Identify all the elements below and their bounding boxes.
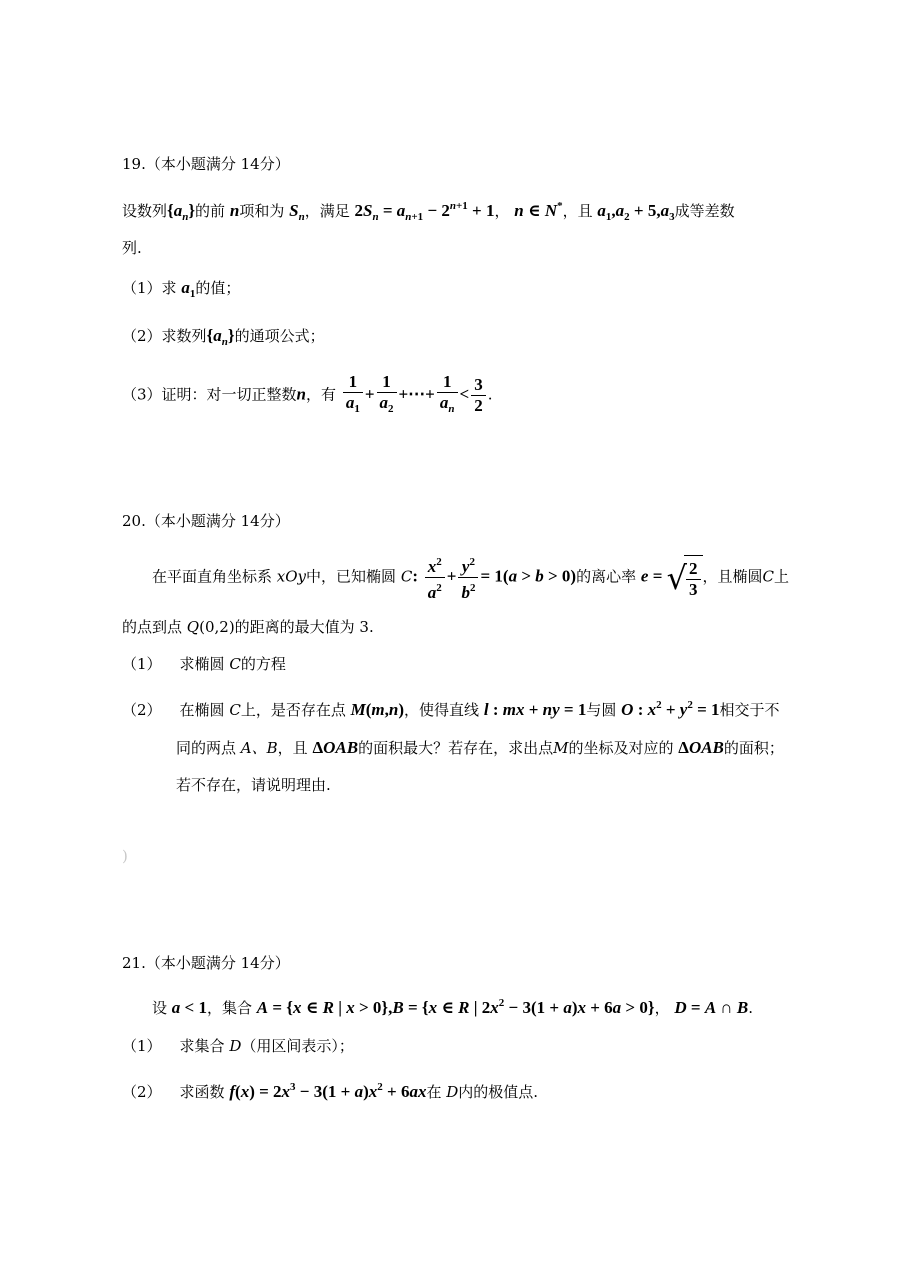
q20-part2-line3: 若不存在，请说明理由. xyxy=(176,776,331,794)
q19-part3: （3）证明：对一切正整数n，有 $\frac{1}{a_1}$ + $\frac{1}{a_2}$ +⋯+ $\frac{1}{a_n}$ < $\frac{3}{2}$ . xyxy=(122,372,492,419)
q21-header: 21.（本小题满分 14分） xyxy=(122,954,290,972)
fraction: $\frac{1}{a_n}$ xyxy=(437,372,458,419)
q20-header: 20.（本小题满分 14分） xyxy=(122,512,290,530)
q21-part2: （2） 求函数 $f(x) = 2x^3 - 3(1 + a)x^2 + 6ax$在 D内的极值点. xyxy=(122,1081,539,1101)
q20-part2-line2: 同的两点 A、B，且 ΔOAB的面积最大？若存在，求出点M的坐标及对应的 ΔOAB的面积； xyxy=(176,738,784,757)
q20-stem-line1: 在平面直角坐标系 xOy中，已知椭圆 C: $\frac{x^2}{a^2}$ + $\frac{y^2}{b^2}$ = 1(a > b > 0)的离心率 e = √ $\frac{2}{3}$ ，且椭圆C上 xyxy=(152,552,789,603)
q20-part2-line1: （2） 在椭圆 C上，是否存在点 M(m,n)，使得直线 l : mx + ny = 1与圆 O : $x^2 + y^2 = 1$相交于不 xyxy=(122,699,780,719)
q19-part2: （2）求数列$\{a_n\}$的通项公式； xyxy=(122,326,325,348)
fraction: $\frac{3}{2}$ xyxy=(471,375,486,416)
fraction: $\frac{x^2}{a^2}$ xyxy=(425,552,445,603)
fraction: $\frac{1}{a_2}$ xyxy=(377,372,397,419)
q20-stem-line2: 的点到点 Q(0,2)的距离的最大值为 3. xyxy=(122,618,374,636)
q19-header: 19.（本小题满分 14分） xyxy=(122,155,290,173)
q21-stem: 设 a < 1，集合 A = {x ∈ R | x > 0},B = {x ∈ R | $2x^2 - 3(1 + a)x + 6a > 0$}， D = A ∩ B. xyxy=(152,997,754,1017)
square-root: √ $\frac{2}{3}$ xyxy=(667,555,703,601)
fraction: $\frac{y^2}{b^2}$ xyxy=(458,552,478,603)
q20-part1: （1） 求椭圆 C的方程 xyxy=(122,655,286,673)
stray-mark: ) xyxy=(122,847,128,865)
q21-part1: （1） 求集合 D（用区间表示）； xyxy=(122,1037,354,1055)
q19-part1: （1）求 $a_1$的值； xyxy=(122,278,241,300)
q19-stem-line1: 设数列$\{a_n\}$的前 n项和为 $S_n$，满足 $2S_n = a_{n+1} - 2^{n+1} + 1$， n ∈ N*，且 $a_1,a_2 + 5,a_3$成等差数 xyxy=(122,200,735,223)
q19-stem-line2: 列. xyxy=(122,239,142,257)
fraction: $\frac{1}{a_1}$ xyxy=(343,372,363,419)
